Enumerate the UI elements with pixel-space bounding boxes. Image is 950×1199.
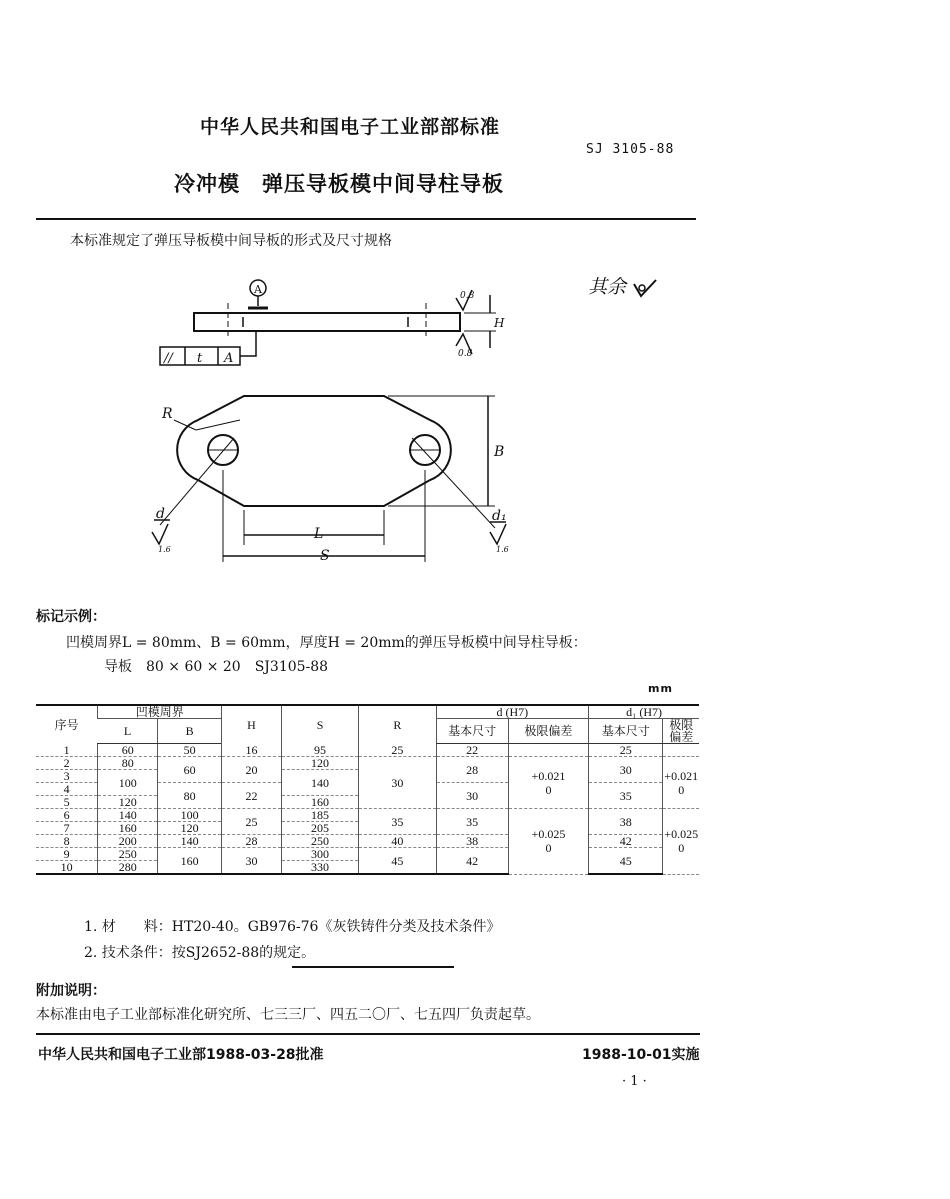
- deviation-group-b: +0.025 0: [508, 809, 588, 875]
- roughness-top: 0.8: [460, 291, 475, 301]
- tol-datum: A: [224, 351, 234, 366]
- document-title: 冷冲模 弹压导板模中间导柱导板: [174, 172, 504, 196]
- table-row: 3 100 140: [36, 770, 699, 783]
- dim-h-label: H: [494, 316, 505, 330]
- note-material: 1. 材 料：HT20-40。GB976-76《灰铁铸件分类及技术条件》: [84, 919, 501, 935]
- table-row: 2 80 60 20 120 30 28 +0.021 0 30 +0.021 0: [36, 757, 699, 770]
- header-s: S: [281, 705, 358, 744]
- table-row: 6 140 100 25 185 35 35 +0.025 0 38 +0.025 0: [36, 809, 699, 822]
- header-d-basic: 基本尺寸: [436, 719, 508, 744]
- header-l: L: [98, 719, 158, 744]
- header-no: 序号: [36, 705, 98, 744]
- unit-label: mm: [648, 682, 673, 695]
- table-row: 8 200 140 28 250 40 38 42: [36, 835, 699, 848]
- header-perimeter: 凹模周界: [98, 705, 222, 719]
- document-org: 中华人民共和国电子工业部部标准: [200, 116, 501, 138]
- table-row: 5 120 160: [36, 796, 699, 809]
- example-heading: 标记示例：: [36, 609, 106, 625]
- header-b: B: [158, 719, 222, 744]
- roughness-hole-left: 1.6: [158, 545, 171, 554]
- addendum-heading: 附加说明：: [36, 983, 106, 999]
- example-line-1: 凹模周界L = 80mm、B = 60mm，厚度H = 20mm的弹压导板模中间导柱导板：: [66, 635, 587, 651]
- header-d-dev: 极限偏差: [508, 719, 588, 744]
- datum-label: A: [254, 283, 262, 296]
- dim-l-label: L: [314, 526, 324, 542]
- deviation-group-b1: +0.025 0: [663, 809, 699, 875]
- deviation-group-a: +0.021 0: [508, 757, 588, 809]
- tol-value: t: [197, 351, 203, 366]
- dimension-table: [36, 704, 699, 875]
- header-d1: d₁ (H7): [589, 705, 699, 719]
- roughness-mark-icon: [632, 278, 658, 298]
- table-row: 10 280 330: [36, 861, 699, 875]
- table-row: 9 250 160 30 300 45 42 45: [36, 848, 699, 861]
- table-row: 1 60 50 16 95 25 22 25: [36, 744, 699, 757]
- example-line-2: 导板 80 × 60 × 20 SJ3105-88: [104, 659, 329, 675]
- note-technical: 2. 技术条件：按SJ2652-88的规定。: [84, 945, 316, 961]
- dim-d1-label: d₁: [492, 508, 507, 524]
- dim-s-label: S: [320, 548, 330, 564]
- dim-d-label: d: [156, 506, 165, 522]
- roughness-bottom: 0.8: [458, 349, 473, 359]
- dim-r-label: R: [162, 406, 173, 422]
- intro-text: 本标准规定了弹压导板模中间导板的形式及尺寸规格: [70, 233, 392, 249]
- footer-rule: [36, 1033, 700, 1035]
- side-view-plate: [194, 313, 460, 331]
- roughness-hole-right: 1.6: [496, 545, 509, 554]
- remaining-surfaces-note: 其余: [588, 272, 658, 299]
- addendum-text: 本标准由电子工业部标准化研究所、七三三厂、四五二〇厂、七五四厂负责起草。: [36, 1007, 540, 1023]
- standard-code: SJ 3105-88: [586, 142, 675, 157]
- header-d1-dev: 极限偏差: [663, 719, 699, 744]
- approval-date: 中华人民共和国电子工业部1988-03-28批准: [38, 1047, 324, 1063]
- header-r: R: [359, 705, 436, 744]
- page-number: · 1 ·: [622, 1074, 647, 1089]
- dim-b-label: B: [494, 444, 505, 460]
- table-row: 4 80 22 30 35: [36, 783, 699, 796]
- header-rule: [36, 218, 696, 220]
- header-h: H: [222, 705, 282, 744]
- deviation-group-a1: +0.021 0: [663, 757, 699, 809]
- table-row: 7 160 120 205: [36, 822, 699, 835]
- header-d: d (H7): [436, 705, 589, 719]
- tol-symbol: //: [164, 351, 173, 366]
- notes-rule: [292, 966, 454, 968]
- technical-drawing: [130, 270, 530, 570]
- effective-date: 1988-10-01实施: [582, 1047, 700, 1063]
- header-d1-basic: 基本尺寸: [589, 719, 663, 744]
